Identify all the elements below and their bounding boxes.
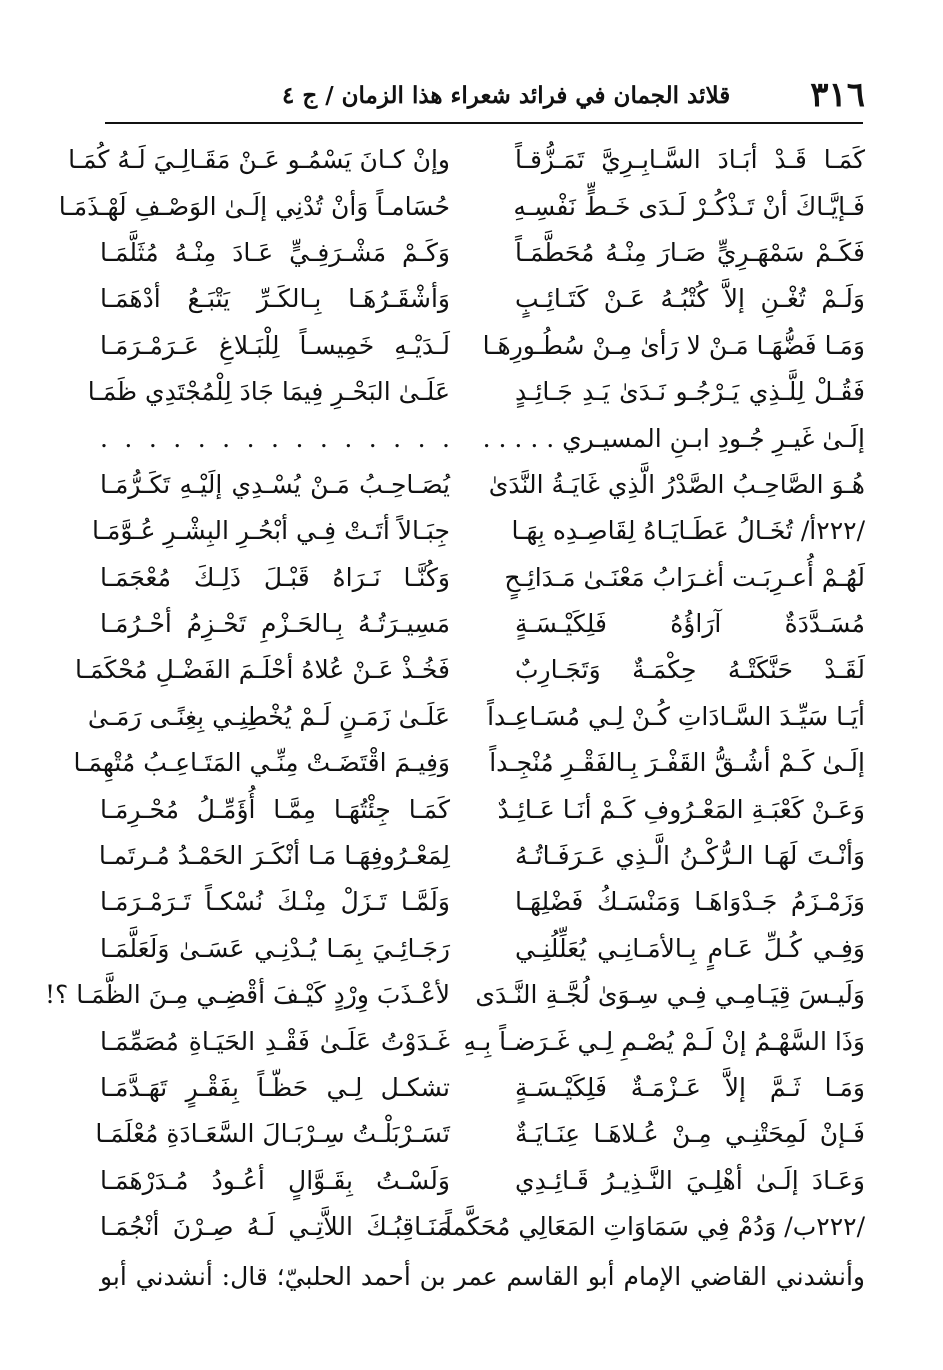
verse-first-hemistich: إلَـىٰ كَـمْ أشُـقُّ القَفْـرَ بِـالفَقْـرِ مُنْجِـداً <box>489 748 865 778</box>
verse-row <box>100 926 865 972</box>
verse-row <box>100 415 865 461</box>
verse-row <box>100 1158 865 1204</box>
verse-second-hemistich: عَلَـىٰ البَحْـرِ فِيمَا جَادَ لِلْمُجْتَدِي ظَمَـا <box>87 377 450 407</box>
verse-first-hemistich: وَلَيـسَ قِيَـامِـي فِـي سِـوَىٰ لُجَّـةِ النَّـدَى <box>475 980 865 1010</box>
verse-second-hemistich: . . . . . . . . . . . . . . . <box>100 423 450 453</box>
verse-second-hemistich: لِمَعْـرُوفِهَـا مَـا أنْكَـرَ الحَمْـدُ مُـرتَمـا <box>98 841 450 871</box>
page-header <box>105 70 865 120</box>
verse-row <box>100 786 865 832</box>
verse-row <box>68 137 865 183</box>
verse-second-hemistich: غَـدَوْتُ عَلَـىٰ فَقْـدِ الحَيَـاةِ مُصَمِّمَـا <box>100 1026 450 1056</box>
verse-second-hemistich: وَفِيـمَ اقْتَضَـتْ مِنِّـي المَتَـاعِـبُ مُتْهِمَـا <box>73 748 450 778</box>
verse-first-hemistich: وَمَـا ثَـمَّ إلاَّ عَـزْمَـةٌ فَلِكَيْـسَـةٍ <box>515 1073 865 1102</box>
verse-row <box>73 740 865 786</box>
verse-row <box>87 694 865 740</box>
verse-second-hemistich: عَلَـىٰ زَمَـنٍ لَـمْ يُخْطِنِـي بِغِنًـى رَمَـىٰ <box>87 701 450 731</box>
verse-second-hemistich: يُصَـاحِـبُ مَـنْ يُسْـدِي إلَيْـهِ تَكَـرُّمَـا <box>100 469 450 499</box>
verse-first-hemistich: وَلَـمْ تُغْـنِ إلاَّ كُتْبُـهُ عَـنْ كَتَـائِـبٍ <box>515 284 865 314</box>
verse-first-hemistich: هُـوَ الصَّاحِـبُ الصَّدْرُ الَّذِي غَايَـةُ النَّدَىٰ <box>488 469 865 499</box>
verse-second-hemistich: وَلَمَّـا تَـزَلْ مِنْـكَ نُسْكـاً تَـرَمْـرَمَـا <box>100 887 450 917</box>
verse-row <box>100 1018 865 1064</box>
verse-second-hemistich: فَخُـذْ عَـنْ عُلاهُ أحْلَـمَ الفَضْـلِ مُحْكَمَـا <box>75 655 450 685</box>
verse-row <box>100 1204 865 1250</box>
verse-first-hemistich: كَمَـا قَـدْ أبَـادَ السَّـابِـرِيَّ تَمَـزُّقـاً <box>515 145 865 175</box>
verse-row <box>87 369 865 415</box>
verse-second-hemistich: وإنْ كـانَ يَسْمُـو عَـنْ مَقَـالِـيَ لَـهُ كُمَـا <box>68 145 450 175</box>
verse-row <box>100 323 865 369</box>
verse-row <box>100 276 865 322</box>
header-rule <box>105 122 863 124</box>
verse-second-hemistich: حُسَامـاً وَأنْ تُدْنِي إلَـىٰ الوَصْـفِ لَهْـذَمَـا <box>58 191 450 221</box>
verse-row <box>100 601 865 647</box>
verse-row <box>100 833 865 879</box>
verse-second-hemistich: مَنَـاقِبُـكَ اللاَّتِـي لَـهُ صِـرْنَ أنْجُمَـا <box>100 1212 450 1242</box>
verse-first-hemistich: فَـإنْ لَمِحَتْنِـي مِـنْ عُـلاهَـا عِنَـايَـةٌ <box>515 1119 865 1149</box>
verse-first-hemistich: وَعَـادَ إلَـىٰ أهْلِـيَ النَّـذِيـرُ قَـائِـدِي <box>515 1165 865 1195</box>
verse-row <box>44 972 865 1018</box>
verse-first-hemistich: /٢٢٢أ/ تُخَـالُ عَطَـايَـاهُ لِقَاصِـدِه بِهَـا <box>511 516 865 546</box>
verse-first-hemistich: فَكَـمْ سَمْهَـرِيٍّ صَـارَ مِنْـهُ مُحَطَّمَـاً <box>515 237 865 267</box>
verse-first-hemistich: مُسَـدَّدَةٌ آرَاؤُهُ فَلِكَيْـسَـةٍ <box>515 609 865 639</box>
verse-first-hemistich: فَقُـلْ لِلَّـذِي يَـرْجُـو نَـدَىٰ يَـدِ جَـائِـدٍ <box>515 377 865 407</box>
verse-first-hemistich: وَفِـي كُـلِّ عَـامٍ بِـالأمَـانِـي يُعَلِّلُنِـي <box>515 933 865 963</box>
verse-row <box>95 1111 865 1157</box>
verse-first-hemistich: وَمَـا فَضُّهَـا مَـنْ لا رَأىٰ مِـنْ سُطُـورِهَـا <box>482 330 865 360</box>
verse-first-hemistich: فَـإيَّـاكَ أنْ تَـذْكُـرْ لَـدَى خَـطٍّ نَفْسِـهِ <box>513 191 865 221</box>
verse-first-hemistich: وَأنْـتَ لَهَـا الـرُّكْـنُ الَّـذِي عَـرَفَـاتُـهُ <box>515 841 865 871</box>
verse-second-hemistich: لَـدَيْـهِ خَمِيسـاً لِلْبَـلاغِ عَـرَمْـرَمَـا <box>100 330 450 360</box>
verse-first-hemistich: لَقَـدْ حَنَّكَتْـهُ حِكْمَـةٌ وَتَجَـارِبٌ <box>515 655 865 685</box>
verse-second-hemistich: جِبَـالاً أتَـتْ فِـي أبْحُـرِ البِشْـرِ عُـوَّمَـا <box>92 516 450 546</box>
verse-second-hemistich: وَكَـمْ مَشْـرَفِـيٍّ عَـادَ مِنْـهُ مُثَلَّمَـا <box>100 237 450 267</box>
verse-first-hemistich: وَعَـنْ كَعْبَـةِ المَعْـرُوفِ كَـمْ أنَـا عَـائِـدٌ <box>497 794 865 824</box>
verse-row <box>100 230 865 276</box>
verse-second-hemistich: رَجَـائِـيَ بِمَـا يُـدْنِـي عَسَـىٰ وَلَعَلَّمَـا <box>100 933 450 963</box>
verse-second-hemistich: وَأشْقَـرُهَـا بِـالكَـرِّ يَتْبَـعُ أدْهَمَـا <box>100 284 450 314</box>
verse-row <box>75 647 865 693</box>
verse-second-hemistich: كَمَـا جِئْتُهَـا مِمَّـا أُؤَمِّـلُ مُحْـرِمَـا <box>100 794 450 824</box>
verse-second-hemistich: لأعْـذَبَ وِرْدٍ كَيْـفَ أقْضِـي مِـنَ الظَّمَـا ؟! <box>44 980 450 1010</box>
prose-line: وأنشدني القاضي الإمام أبو القاسم عمر بن أحمد الحلبيّ؛ قال: أنشدني أبو <box>100 1262 865 1291</box>
verse-second-hemistich: وَلَسْـتُ بِقَـوَّالٍ أعُـودُ مُـدَرْهَمَـا <box>100 1165 450 1195</box>
running-title: قلائد الجمان في فرائد شعراء هذا الزمان / ج ٤ <box>282 81 731 109</box>
verse-row <box>100 555 865 601</box>
verse-second-hemistich: تَسَـرْبَلْـتُ سِـرْبَـالَ السَّعَـادَةِ مُعْلَمَـا <box>95 1119 450 1149</box>
verse-first-hemistich: وَزَمْـزَمُ جَـدْوَاهَـا وَمَنْسَـكُ فَضْلِهَـا <box>515 887 865 917</box>
verse-row <box>100 1065 865 1111</box>
verse-second-hemistich: وَكُنَّـا نَـرَاهُ قَبْـلَ ذَلِـكَ مُعْجَمَـا <box>100 562 450 592</box>
poem-body <box>44 137 865 1250</box>
verse-second-hemistich: تشكـل لِـي حَظّـاً بِفَقْـرٍ تَهَـدَّمَـا <box>100 1073 450 1102</box>
verse-row <box>58 183 865 229</box>
verse-row <box>92 508 865 554</box>
verse-first-hemistich: أيَـا سَيِّـدَ السَّـادَاتِ كُـنْ لِـي مُسَـاعِـداً <box>487 701 865 731</box>
page-number: ٣١٦ <box>810 75 865 115</box>
verse-second-hemistich: مَسِيـرَتُـهُ بِـالحَـزْمِ تَحْـزِمُ أحْـرُمَـا <box>100 609 450 639</box>
verse-first-hemistich: لَهُـمْ أُعـرِبَـت أغـرَابُ مَعْنَـىٰ مَـدَائِـحٍ <box>504 562 865 592</box>
verse-first-hemistich: /٢٢٢ب/ وَدُمْ فِي سَمَاوَاتِ المَعَالِي مُحَكَّماً <box>444 1212 865 1242</box>
verse-row <box>100 879 865 925</box>
verse-first-hemistich: إلَـىٰ غَيـرِ جُـودِ ابـنِ المسيـري . . . . . <box>482 423 865 453</box>
verse-first-hemistich: وَذَا السَّهْـمُ إنْ لَـمْ يُصْـمِ لِـي غَـرَضـاً بِـهِ <box>463 1026 865 1056</box>
verse-row <box>100 462 865 508</box>
